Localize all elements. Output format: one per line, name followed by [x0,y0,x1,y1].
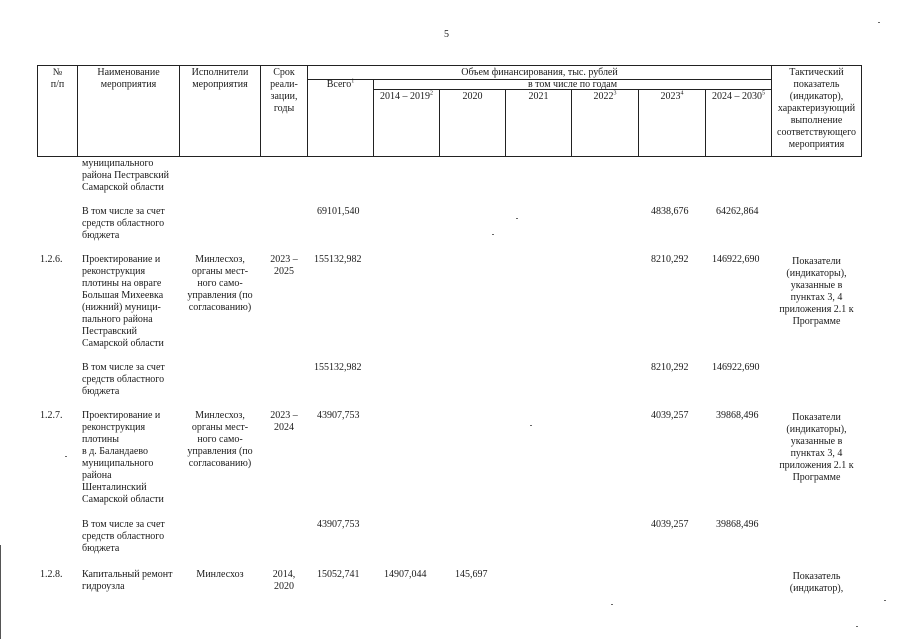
row-1-2-6-term: 2023 – 2025 [270,254,298,277]
scan-speck [516,218,518,219]
row-regional-budget-name: В том числе за счет средств областного бюджета [82,206,165,241]
header-name: Наименование мероприятия [97,67,160,90]
margin-rule [0,545,1,639]
header-year-2024-2030: 2024 – 2030$^5$ [712,90,765,102]
row-regional-budget-3-total: 43907,753 [317,519,360,530]
header-year-2014-2019: 2014 – 2019$^2$ [380,90,433,102]
row-1-2-7-num: 1.2.7. [40,410,63,421]
row-continuation-name: муниципального района Пестравский Самарской области [82,158,170,193]
scan-speck [492,234,494,235]
row-1-2-8-indicator: Показатель (индикатор), [789,571,844,594]
row-regional-budget-2023: 4838,676 [651,206,689,217]
row-regional-budget-2-2023: 8210,292 [651,362,689,373]
row-regional-budget-2-total: 155132,982 [314,362,362,373]
row-1-2-6-executors: Минлесхоз, органы мест- ного само- управления (по согласованию) [187,254,253,313]
scan-speck [878,22,880,23]
header-executors: Исполнители мероприятия [191,67,249,90]
header-top-border [37,65,861,66]
row-1-2-7-total: 43907,753 [317,410,360,421]
row-1-2-7-2023: 4039,257 [651,410,689,421]
header-term: Срок реали- зации, годы [270,67,298,114]
row-1-2-7-name: Проектирование и реконструкция плотины в д. Баландаево муниципального района Шенталинский Самарской области [82,410,164,505]
row-1-2-8-2014-2019: 14907,044 [384,569,427,580]
col-border-right [861,65,862,157]
row-regional-budget-3-name: В том числе за счет средств областного бюджета [82,519,165,554]
row-1-2-8-name: Капитальный ремонт гидроузла [82,569,173,592]
scan-speck [611,604,613,605]
row-1-2-6-indicator: Показатели (индикаторы), указанные в пунктах 3, 4 приложения 2.1 к Программе [779,256,854,327]
row-1-2-7-executors: Минлесхоз, органы мест- ного само- управления (по согласованию) [187,410,253,469]
header-year-2021: 2021 [528,91,549,102]
row-1-2-8-term: 2014, 2020 [272,569,296,592]
row-regional-budget-2024-2030: 64262,864 [716,206,759,217]
header-year-2022: 2022$^3$ [593,90,617,102]
row-regional-budget-2-2024-2030: 146922,690 [712,362,760,373]
header-year-2020: 2020 [462,91,483,102]
page-number: 5 [444,29,449,40]
row-1-2-6-total: 155132,982 [314,254,362,265]
scan-speck [65,456,67,457]
row-1-2-6-name: Проектирование и реконструкция плотины на овраге Большая Михеевка (нижний) муници- пального района Пестравский Самарской области [82,254,164,349]
row-regional-budget-3-2024-2030: 39868,496 [716,519,759,530]
scan-speck [856,626,858,627]
row-1-2-6-2023: 8210,292 [651,254,689,265]
row-1-2-8-total: 15052,741 [317,569,360,580]
row-1-2-7-indicator: Показатели (индикаторы), указанные в пунктах 3, 4 приложения 2.1 к Программе [779,412,854,483]
scan-speck [884,600,886,601]
header-num: № п/п [50,67,65,90]
header-by-years: в том числе по годам [527,79,618,90]
header-indicator: Тактический показатель (индикатор), характеризующий выполнение соответствующего мероприятия [777,67,856,150]
row-1-2-7-term: 2023 – 2024 [270,410,298,433]
row-regional-budget-total: 69101,540 [317,206,360,217]
header-year-2023: 2023$^4$ [660,90,684,102]
row-1-2-8-2020: 145,697 [455,569,488,580]
row-regional-budget-2-name: В том числе за счет средств областного бюджета [82,362,165,397]
row-regional-budget-3-2023: 4039,257 [651,519,689,530]
row-1-2-8-executors: Минлесхоз [196,569,244,580]
row-1-2-8-num: 1.2.8. [40,569,63,580]
header-total: Всего$^1$ [326,78,355,90]
header-funding: Объем финансирования, тыс. рублей [461,67,618,78]
row-1-2-7-2024-2030: 39868,496 [716,410,759,421]
row-1-2-6-2024-2030: 146922,690 [712,254,760,265]
row-1-2-6-num: 1.2.6. [40,254,63,265]
header-bottom-border [37,156,861,157]
scan-speck [530,425,532,426]
